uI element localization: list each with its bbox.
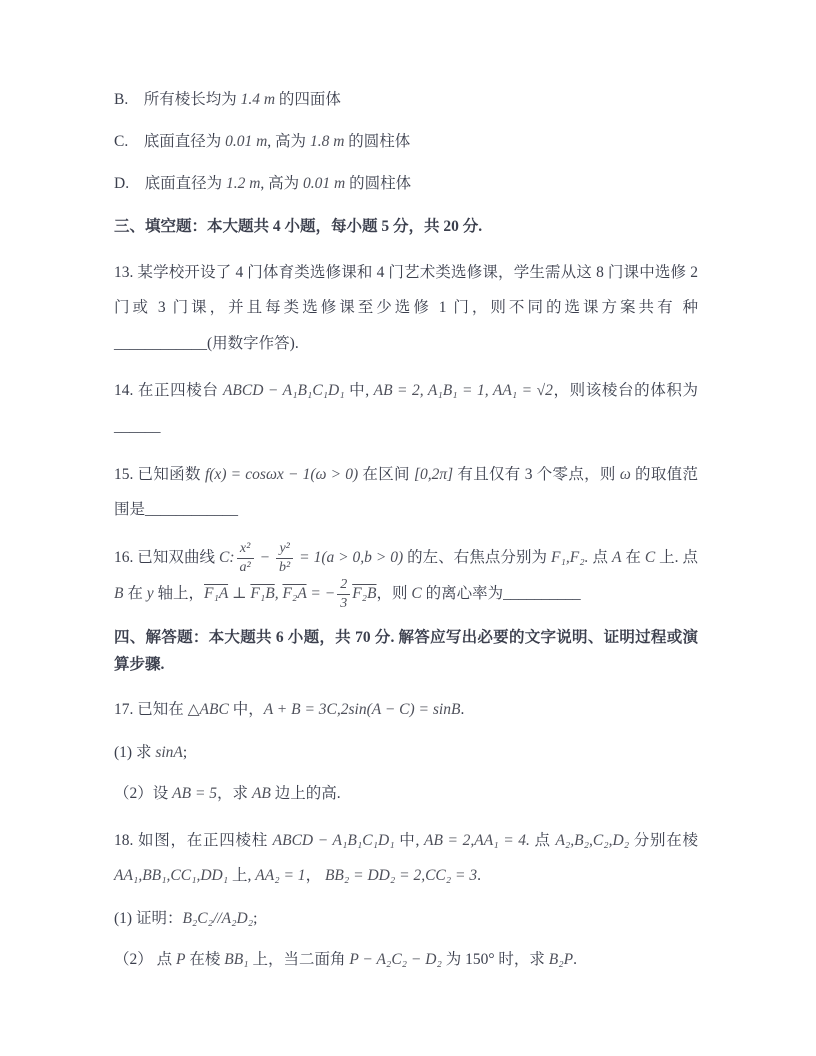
fraction: $\frac{\text{y²}}{\text{b²}}$ bbox=[276, 541, 293, 576]
math-expression: ω bbox=[619, 465, 631, 483]
math-expression: ABCD − A₁B₁C₁D₁ bbox=[272, 831, 395, 849]
vector-expression: F₁B bbox=[250, 585, 275, 603]
text-run: , 高为 bbox=[267, 132, 310, 150]
text-run: 上. 点 bbox=[655, 549, 698, 566]
math-expression: AB = 2,AA₁ = 4. bbox=[423, 831, 530, 849]
math-expression: C bbox=[644, 549, 656, 566]
text-run: 点 bbox=[588, 549, 612, 566]
math-expression: F₁,F₂. bbox=[551, 549, 589, 566]
vector-expression: F₂A bbox=[282, 585, 307, 603]
vector-expression: F₁A bbox=[204, 585, 229, 603]
math-expression: 0.01 m bbox=[225, 132, 268, 150]
text-run: ; bbox=[253, 909, 258, 927]
fraction: $\frac{2}{3}$ bbox=[337, 577, 350, 612]
math-expression: AB = 5 bbox=[172, 785, 218, 803]
math-expression: A + B = 3C,2sin(A − C) = sinB bbox=[263, 701, 461, 719]
text-run: D. 底面直径为 bbox=[114, 174, 226, 192]
text-run: ; bbox=[182, 743, 188, 761]
text-run: （2） 点 bbox=[114, 951, 177, 969]
option-b bbox=[114, 88, 698, 113]
fraction: $\frac{\text{x²}}{\text{a²}}$ bbox=[237, 541, 254, 576]
math-expression: B bbox=[114, 585, 124, 603]
text-run: 16. 已知双曲线 bbox=[114, 549, 220, 566]
text-run: 的圆柱体 bbox=[345, 174, 412, 192]
question-16 bbox=[114, 540, 698, 612]
question-17 bbox=[114, 692, 698, 728]
section-answer-heading bbox=[114, 624, 698, 678]
text-run: 17. 已知在 bbox=[114, 701, 188, 719]
math-expression: = − bbox=[306, 585, 336, 603]
text-run: 分别在棱 bbox=[629, 831, 698, 849]
text-run: 在 bbox=[621, 549, 645, 566]
math-expression: AA₂ = 1 bbox=[255, 867, 306, 885]
text-run: 中， bbox=[228, 701, 264, 719]
text-run: 中, bbox=[394, 831, 424, 849]
math-expression: ABCD − A₁B₁C₁D₁ bbox=[222, 382, 345, 400]
math-expression: , bbox=[274, 585, 283, 603]
math-expression: ⊥ bbox=[228, 585, 251, 603]
text-run: B. 所有棱长均为 bbox=[114, 91, 241, 108]
text-run: 上，当二面角 bbox=[248, 951, 350, 969]
math-expression: BB₁ bbox=[224, 951, 249, 969]
math-expression: BB₂ = DD₂ = 2,CC₂ = 3 bbox=[324, 867, 478, 885]
text-run: 的取值范围是____________ bbox=[114, 465, 698, 519]
math-expression: sinA bbox=[155, 743, 183, 761]
math-expression: P − A₂C₂ − D₂ bbox=[349, 951, 442, 969]
question-18-part-1 bbox=[114, 906, 698, 932]
text-run: ，则该棱台的体积为______ bbox=[114, 382, 698, 436]
text-run: 轴上， bbox=[153, 585, 205, 603]
text-run: (1) 求 bbox=[114, 743, 156, 761]
math-expression: 1.2 m bbox=[225, 174, 261, 192]
text-run: 15. 已知函数 bbox=[114, 465, 205, 483]
question-13 bbox=[114, 255, 698, 362]
text-run: . bbox=[460, 701, 465, 719]
math-expression: AA₁,BB₁,CC₁,DD₁ bbox=[114, 867, 229, 885]
text-run: 点 bbox=[529, 831, 556, 849]
text-run: （2）设 bbox=[114, 785, 173, 803]
text-run: 在 bbox=[123, 585, 147, 603]
question-17-part-2 bbox=[114, 781, 698, 807]
math-expression: C bbox=[411, 585, 422, 603]
math-expression: = 1(a > 0,b > 0) bbox=[295, 549, 404, 566]
math-expression: A₂,B₂,C₂,D₂ bbox=[555, 831, 630, 849]
text-run: 中, bbox=[344, 382, 374, 400]
text-run: 边上的高. bbox=[270, 785, 341, 803]
question-18 bbox=[114, 823, 698, 894]
math-expression: 1.4 m bbox=[240, 91, 276, 108]
text-run: 三、填空题：本大题共 4 小题，每小题 5 分，共 20 分. bbox=[114, 218, 483, 236]
question-18-part-2 bbox=[114, 947, 698, 973]
question-17-part-1 bbox=[114, 740, 698, 766]
math-expression: B₂C₂//A₂D₂ bbox=[182, 909, 254, 927]
text-run: C. 底面直径为 bbox=[114, 132, 226, 150]
section-fill-in-heading bbox=[114, 213, 698, 240]
text-run: 14. 在正四棱台 bbox=[114, 382, 223, 400]
text-run: . bbox=[573, 951, 577, 969]
math-expression: − bbox=[255, 549, 275, 566]
math-expression: A bbox=[611, 549, 622, 566]
exam-content bbox=[114, 88, 698, 974]
question-15 bbox=[114, 457, 698, 528]
math-expression: △ABC bbox=[187, 701, 229, 719]
text-run: 为 150° 时，求 bbox=[441, 951, 549, 969]
option-d bbox=[114, 172, 698, 197]
text-run: 四、解答题：本大题共 6 小题，共 70 分. 解答应写出必要的文字说明、证明过程或演算步骤. bbox=[114, 629, 698, 674]
option-c bbox=[114, 130, 698, 155]
math-expression: [0,2π] bbox=[413, 465, 454, 483]
math-expression: B₂P bbox=[548, 951, 574, 969]
text-run: 的离心率为__________ bbox=[421, 585, 581, 603]
text-run: ， bbox=[305, 867, 325, 885]
math-expression: AB bbox=[251, 785, 271, 803]
text-run: 在棱 bbox=[185, 951, 225, 969]
vector-expression: F₂B bbox=[352, 585, 377, 603]
text-run: 有且仅有 3 个零点，则 bbox=[453, 465, 620, 483]
text-run: 上, bbox=[228, 867, 256, 885]
math-expression: P bbox=[176, 951, 186, 969]
math-expression: C: bbox=[219, 549, 235, 566]
text-run: 13. 某学校开设了 4 门体育类选修课和 4 门艺术类选修课，学生需从这 8 门课中选修 2 门或 3 门课，并且每类选修课至少选修 1 门，则不同的选课方案共有 种____________(用数字作答). bbox=[114, 263, 698, 352]
math-expression: f(x) = cosωx − 1(ω > 0) bbox=[204, 465, 359, 483]
math-expression: y bbox=[146, 585, 154, 603]
text-run: , 高为 bbox=[260, 174, 304, 192]
question-14 bbox=[114, 373, 698, 444]
math-expression: 0.01 m bbox=[303, 174, 346, 192]
text-run: 的圆柱体 bbox=[344, 132, 411, 150]
text-run: 18. 如图，在正四棱柱 bbox=[114, 831, 273, 849]
text-run: 在区间 bbox=[358, 465, 414, 483]
math-expression: AB = 2, A₁B₁ = 1, AA₁ = √2 bbox=[373, 382, 553, 400]
text-run: ，则 bbox=[376, 585, 412, 603]
text-run: . bbox=[477, 867, 481, 885]
text-run: 的四面体 bbox=[275, 91, 341, 108]
text-run: ，求 bbox=[217, 785, 252, 803]
text-run: (1) 证明： bbox=[114, 909, 183, 927]
text-run: 的左、右焦点分别为 bbox=[403, 549, 552, 566]
math-expression: 1.8 m bbox=[309, 132, 345, 150]
